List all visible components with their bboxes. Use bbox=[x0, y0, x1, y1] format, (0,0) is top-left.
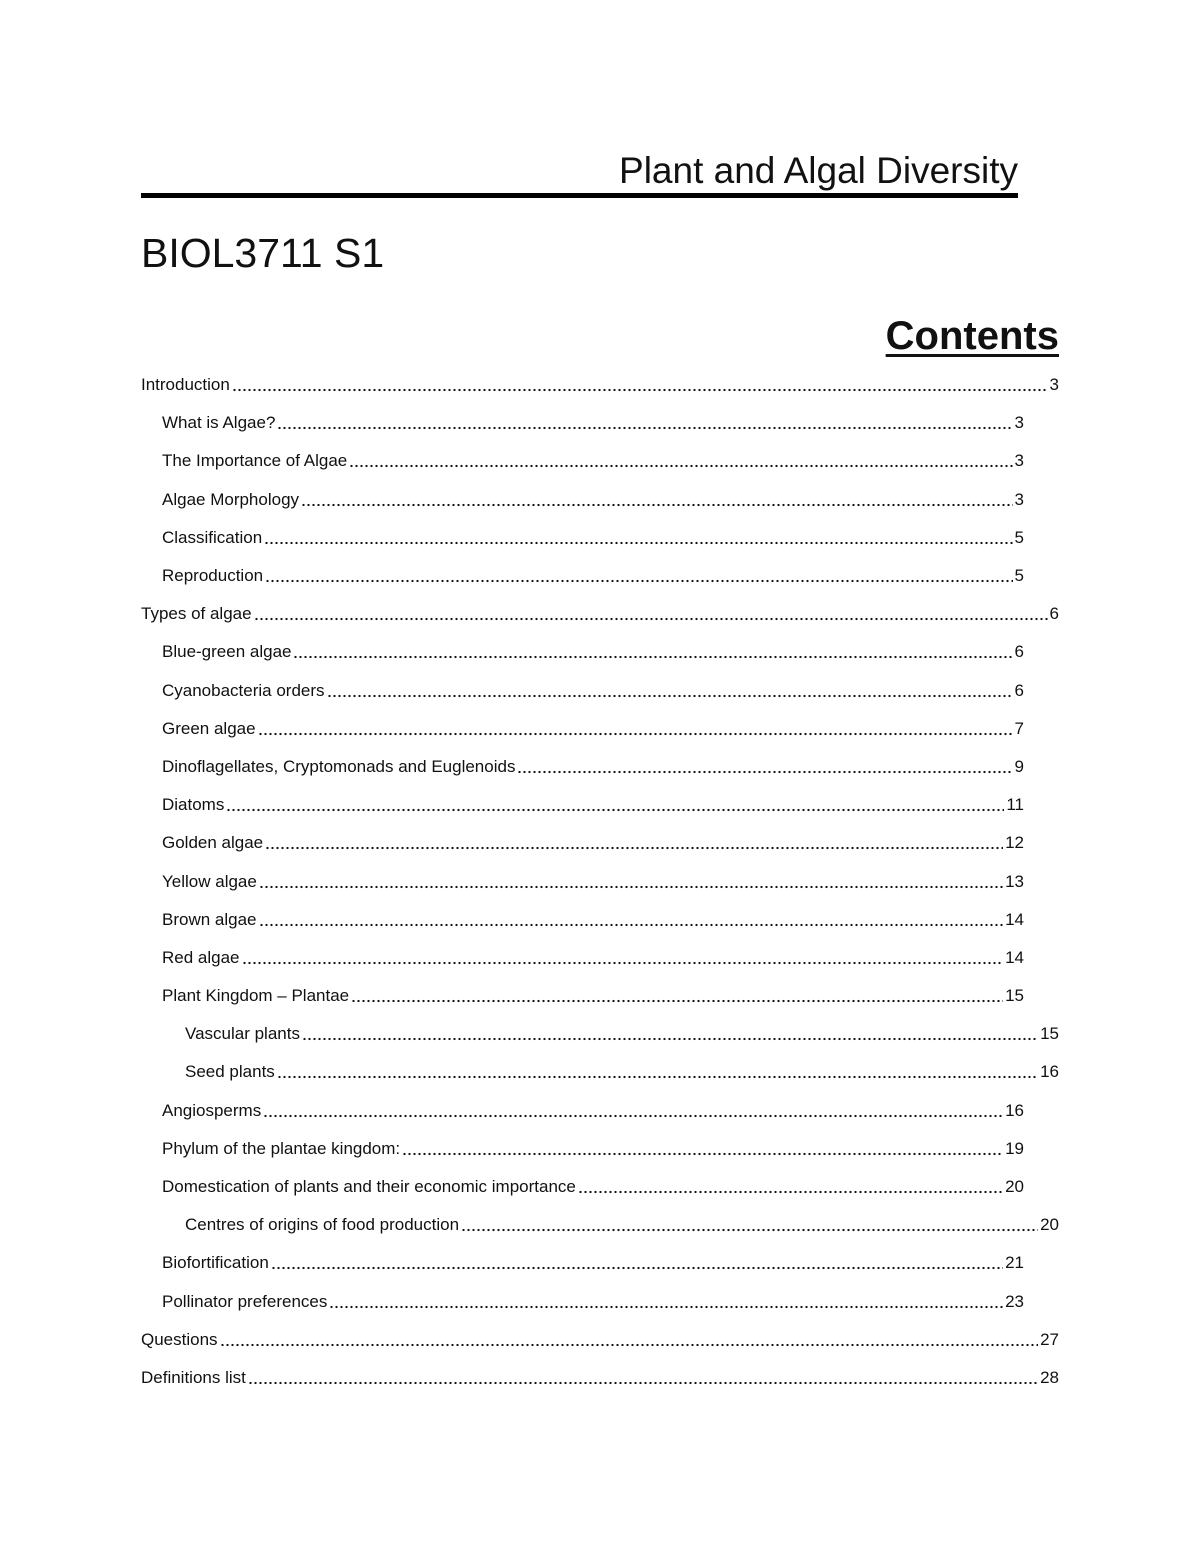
toc-entry-page-number: 6 bbox=[1014, 642, 1024, 662]
toc-entry[interactable] bbox=[141, 1053, 1059, 1091]
toc-entry-page-number: 3 bbox=[1014, 451, 1024, 471]
toc-entry-page-number: 23 bbox=[1005, 1291, 1024, 1311]
toc-entry-label: Domestication of plants and their economic importance bbox=[162, 1177, 576, 1197]
toc-entry-page-number: 28 bbox=[1040, 1367, 1059, 1387]
toc-entry[interactable] bbox=[141, 1244, 1024, 1282]
document-title-block bbox=[141, 150, 1018, 198]
toc-entry-label: Cyanobacteria orders bbox=[162, 680, 325, 700]
toc-entry-page-number: 21 bbox=[1005, 1253, 1024, 1273]
toc-entry-label: Pollinator preferences bbox=[162, 1291, 328, 1311]
toc-entry-page-number: 11 bbox=[1006, 795, 1024, 815]
toc-entry-label: Golden algae bbox=[162, 833, 264, 853]
toc-entry-page-number: 20 bbox=[1040, 1215, 1059, 1235]
toc-entry-page-number: 13 bbox=[1005, 871, 1024, 891]
toc-entry-page-number: 3 bbox=[1049, 375, 1059, 395]
toc-entry-page-number: 15 bbox=[1040, 1024, 1059, 1044]
toc-entry[interactable] bbox=[141, 633, 1024, 671]
toc-dot-leader bbox=[265, 846, 1003, 850]
toc-entry-page-number: 5 bbox=[1014, 527, 1024, 547]
toc-entry-label: Algae Morphology bbox=[162, 489, 300, 509]
toc-entry[interactable] bbox=[141, 519, 1024, 557]
toc-entry-page-number: 15 bbox=[1005, 986, 1024, 1006]
toc-entry-label: Diatoms bbox=[162, 795, 225, 815]
course-code: BIOL3711 S1 bbox=[141, 230, 385, 276]
toc-dot-leader bbox=[277, 426, 1012, 430]
toc-entry[interactable] bbox=[141, 595, 1059, 633]
toc-entry-label: Red algae bbox=[162, 947, 240, 967]
toc-entry[interactable] bbox=[141, 977, 1024, 1015]
toc-dot-leader bbox=[349, 464, 1012, 468]
toc-entry-page-number: 14 bbox=[1005, 947, 1024, 967]
toc-dot-leader bbox=[402, 1152, 1003, 1156]
toc-entry[interactable] bbox=[141, 748, 1024, 786]
toc-entry-page-number: 7 bbox=[1014, 718, 1024, 738]
toc-entry-label: Vascular plants bbox=[185, 1024, 300, 1044]
toc-entry-label: Questions bbox=[141, 1329, 218, 1349]
toc-dot-leader bbox=[242, 961, 1004, 965]
toc-dot-leader bbox=[327, 694, 1013, 698]
toc-entry[interactable] bbox=[141, 1015, 1059, 1053]
toc-dot-leader bbox=[264, 541, 1012, 545]
toc-dot-leader bbox=[301, 503, 1013, 507]
contents-heading: Contents bbox=[885, 314, 1059, 358]
toc-entry-page-number: 14 bbox=[1005, 909, 1024, 929]
toc-entry-page-number: 3 bbox=[1014, 489, 1024, 509]
toc-dot-leader bbox=[259, 885, 1003, 889]
toc-entry-page-number: 20 bbox=[1005, 1177, 1024, 1197]
toc-entry-label: Dinoflagellates, Cryptomonads and Euglenoids bbox=[162, 756, 516, 776]
toc-entry[interactable] bbox=[141, 1092, 1024, 1130]
toc-entry[interactable] bbox=[141, 901, 1024, 939]
toc-dot-leader bbox=[517, 770, 1012, 774]
toc-entry[interactable] bbox=[141, 1321, 1059, 1359]
toc-entry-page-number: 5 bbox=[1014, 566, 1024, 586]
toc-entry-label: Reproduction bbox=[162, 566, 264, 586]
toc-dot-leader bbox=[277, 1075, 1038, 1079]
toc-entry-label: Phylum of the plantae kingdom: bbox=[162, 1138, 401, 1158]
toc-entry[interactable] bbox=[141, 862, 1024, 900]
toc-entry-label: Classification bbox=[162, 527, 263, 547]
toc-entry[interactable] bbox=[141, 1359, 1059, 1397]
toc-entry-label: Yellow algae bbox=[162, 871, 257, 891]
toc-entry[interactable] bbox=[141, 1206, 1059, 1244]
toc-dot-leader bbox=[258, 732, 1013, 736]
toc-entry-label: Biofortification bbox=[162, 1253, 269, 1273]
toc-entry[interactable] bbox=[141, 1283, 1024, 1321]
toc-entry[interactable] bbox=[141, 404, 1024, 442]
toc-entry-page-number: 27 bbox=[1040, 1329, 1059, 1349]
toc-dot-leader bbox=[271, 1266, 1003, 1270]
toc-dot-leader bbox=[263, 1114, 1003, 1118]
toc-entry[interactable] bbox=[141, 366, 1059, 404]
toc-entry-page-number: 6 bbox=[1014, 680, 1024, 700]
toc-dot-leader bbox=[578, 1190, 1003, 1194]
toc-entry-label: Seed plants bbox=[185, 1062, 275, 1082]
toc-entry[interactable] bbox=[141, 824, 1024, 862]
toc-entry[interactable] bbox=[141, 481, 1024, 519]
toc-entry-page-number: 16 bbox=[1040, 1062, 1059, 1082]
toc-entry[interactable] bbox=[141, 939, 1024, 977]
toc-entry[interactable] bbox=[141, 672, 1024, 710]
toc-entry-page-number: 16 bbox=[1005, 1100, 1024, 1120]
toc-entry-label: What is Algae? bbox=[162, 413, 276, 433]
toc-entry-page-number: 12 bbox=[1005, 833, 1024, 853]
toc-entry-label: Centres of origins of food production bbox=[185, 1215, 460, 1235]
toc-entry[interactable] bbox=[141, 557, 1024, 595]
toc-entry[interactable] bbox=[141, 442, 1024, 480]
toc-dot-leader bbox=[329, 1305, 1003, 1309]
toc-dot-leader bbox=[302, 1037, 1038, 1041]
toc-entry-label: The Importance of Algae bbox=[162, 451, 348, 471]
toc-dot-leader bbox=[248, 1381, 1038, 1385]
toc-entry-page-number: 3 bbox=[1014, 413, 1024, 433]
table-of-contents bbox=[141, 366, 1059, 1397]
toc-dot-leader bbox=[232, 388, 1048, 392]
toc-entry-page-number: 19 bbox=[1005, 1138, 1024, 1158]
toc-dot-leader bbox=[351, 999, 1003, 1003]
toc-dot-leader bbox=[293, 655, 1012, 659]
toc-dot-leader bbox=[265, 579, 1012, 583]
toc-dot-leader bbox=[461, 1228, 1038, 1232]
toc-dot-leader bbox=[220, 1343, 1039, 1347]
title-underline-rule bbox=[141, 193, 1018, 198]
toc-entry-page-number: 6 bbox=[1049, 604, 1059, 624]
toc-entry-label: Definitions list bbox=[141, 1367, 246, 1387]
toc-entry[interactable] bbox=[141, 1130, 1024, 1168]
toc-dot-leader bbox=[226, 808, 1004, 812]
toc-dot-leader bbox=[259, 923, 1004, 927]
toc-entry[interactable] bbox=[141, 786, 1024, 824]
toc-entry-label: Angiosperms bbox=[162, 1100, 262, 1120]
toc-entry[interactable] bbox=[141, 710, 1024, 748]
toc-entry-page-number: 9 bbox=[1014, 756, 1024, 776]
toc-entry-label: Types of algae bbox=[141, 604, 252, 624]
toc-entry-label: Blue-green algae bbox=[162, 642, 292, 662]
toc-entry-label: Brown algae bbox=[162, 909, 257, 929]
toc-dot-leader bbox=[254, 617, 1048, 621]
toc-entry-label: Plant Kingdom – Plantae bbox=[162, 986, 350, 1006]
toc-entry[interactable] bbox=[141, 1168, 1024, 1206]
toc-entry-label: Introduction bbox=[141, 375, 230, 395]
toc-entry-label: Green algae bbox=[162, 718, 256, 738]
document-title: Plant and Algal Diversity bbox=[619, 150, 1018, 191]
